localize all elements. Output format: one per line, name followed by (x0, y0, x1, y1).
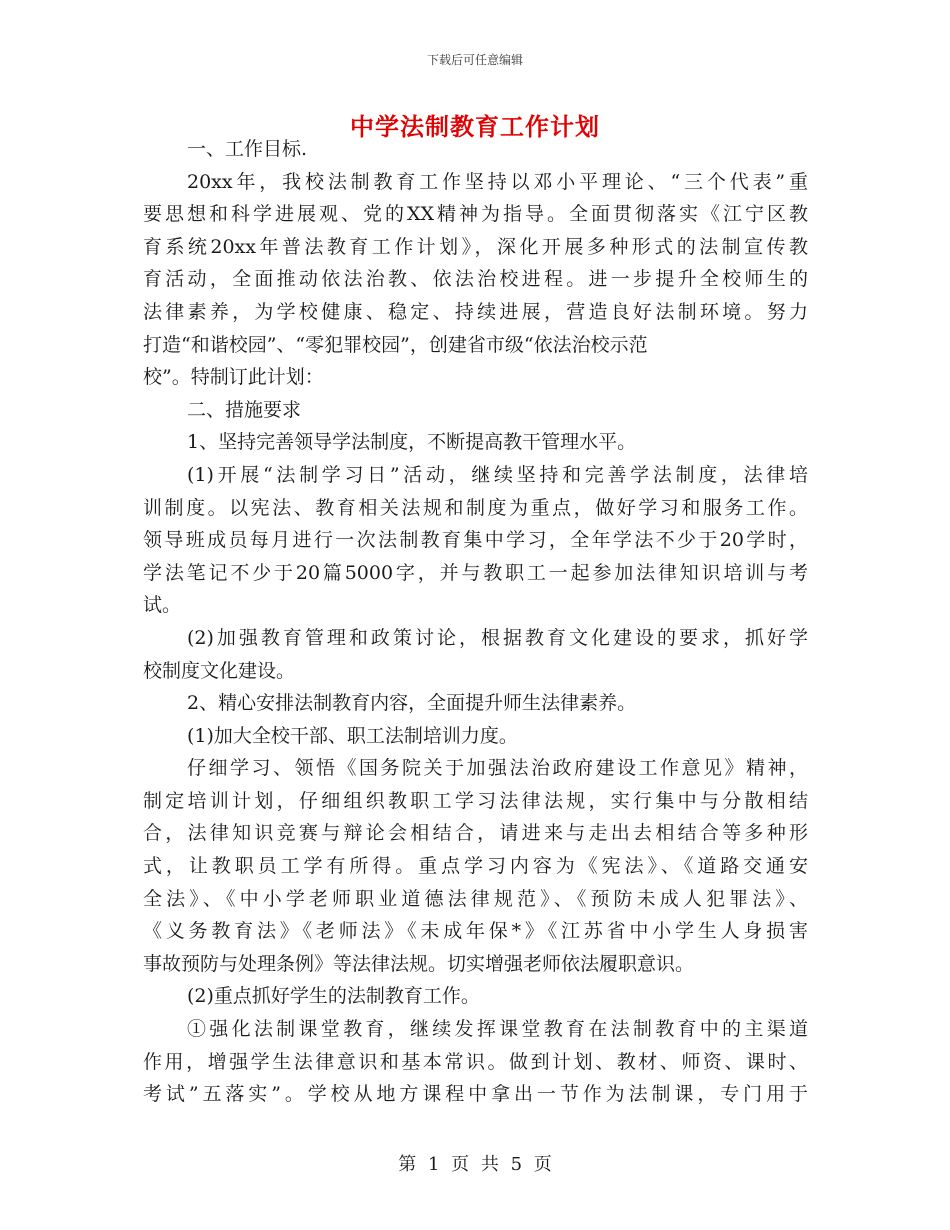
paragraph-line: 式，让教职员工学有所得。重点学习内容为《宪法》、《道路交通安 (143, 855, 808, 878)
paragraph-line: 合，法律知识竞赛与辩论会相结合，请进来与走出去相结合等多种形 (143, 822, 808, 845)
paragraph-line: 校”。特制订此计划： (143, 366, 324, 389)
document-body (143, 133, 808, 1111)
paragraph-line: 育系统20xx年普法教育工作计划》，深化开展多种形式的法制宣传教 (143, 235, 808, 258)
paragraph-line: 20xx年，我校法制教育工作坚持以邓小平理论、“三个代表”重 (187, 170, 808, 193)
subsection-heading: 2、精心安排法制教育内容，全面提升师生法律素养。 (187, 692, 637, 715)
section-heading: 二、措施要求 (187, 398, 302, 421)
section-heading: 一、工作目标. (187, 138, 308, 160)
paragraph-line: 学法笔记不少于20篇5000字，并与教职工一起参加法律知识培训与考 (143, 561, 808, 584)
paragraph-line: (2)加强教育管理和政策讨论，根据教育文化建设的要求，抓好学 (187, 626, 808, 649)
subsection-heading: (1)加大全校干部、职工法制培训力度。 (187, 724, 518, 747)
paragraph-line: 训制度。以宪法、教育相关法规和制度为重点，做好学习和服务工作。 (143, 496, 808, 519)
paragraph-line: 法律素养，为学校健康、稳定、持续进展，营造良好法制环境。努力 (143, 300, 808, 323)
paragraph-line: 要思想和科学进展观、党的XX精神为指导。全面贯彻落实《江宁区教 (143, 203, 808, 226)
paragraph-line: 考试”五落实”。学校从地方课程中拿出一节作为法制课，专门用于 (143, 1083, 808, 1106)
paragraph-line: 制定培训计划，仔细组织教职工学习法律法规，实行集中与分散相结 (143, 789, 808, 812)
paragraph-line: 《义务教育法》《老师法》《未成年保*》《江苏省中小学生人身损害 (143, 920, 808, 943)
paragraph-line: 打造“和谐校园”、“零犯罪校园”，创建省市级“依法治校示范 (143, 333, 648, 356)
paragraph-line: ①强化法制课堂教育，继续发挥课堂教育在法制教育中的主渠道 (187, 1018, 808, 1041)
paragraph-line: (1)开展“法制学习日”活动，继续坚持和完善学法制度，法律培 (187, 463, 808, 486)
page-number: 第 1 页 共 5 页 (398, 1154, 552, 1175)
paragraph-line: 领导班成员每月进行一次法制教育集中学习，全年学法不少于20学时， (143, 529, 808, 552)
paragraph-line: 仔细学习、领悟《国务院关于加强法治政府建设工作意见》精神， (187, 757, 808, 780)
paragraph-line: 育活动，全面推动依法治教、依法治校进程。进一步提升全校师生的 (143, 268, 808, 291)
document-title: 中学法制教育工作计划 (350, 113, 600, 141)
page-header-note: 下载后可任意编辑 (426, 53, 523, 67)
subsection-heading: 1、坚持完善领导学法制度，不断提高教干管理水平。 (187, 431, 637, 454)
paragraph-line: 试。 (143, 594, 182, 617)
paragraph-line: 作用，增强学生法律意识和基本常识。做到计划、教材、师资、课时、 (143, 1050, 808, 1073)
paragraph-line: 事故预防与处理条例》等法律法规。切实增强老师依法履职意识。 (143, 952, 695, 975)
paragraph-line: 全法》、《中小学老师职业道德法律规范》、《预防未成人犯罪法》、 (143, 887, 808, 910)
paragraph-line: 校制度文化建设。 (143, 659, 296, 682)
subsection-heading: (2)重点抓好学生的法制教育工作。 (187, 985, 480, 1008)
